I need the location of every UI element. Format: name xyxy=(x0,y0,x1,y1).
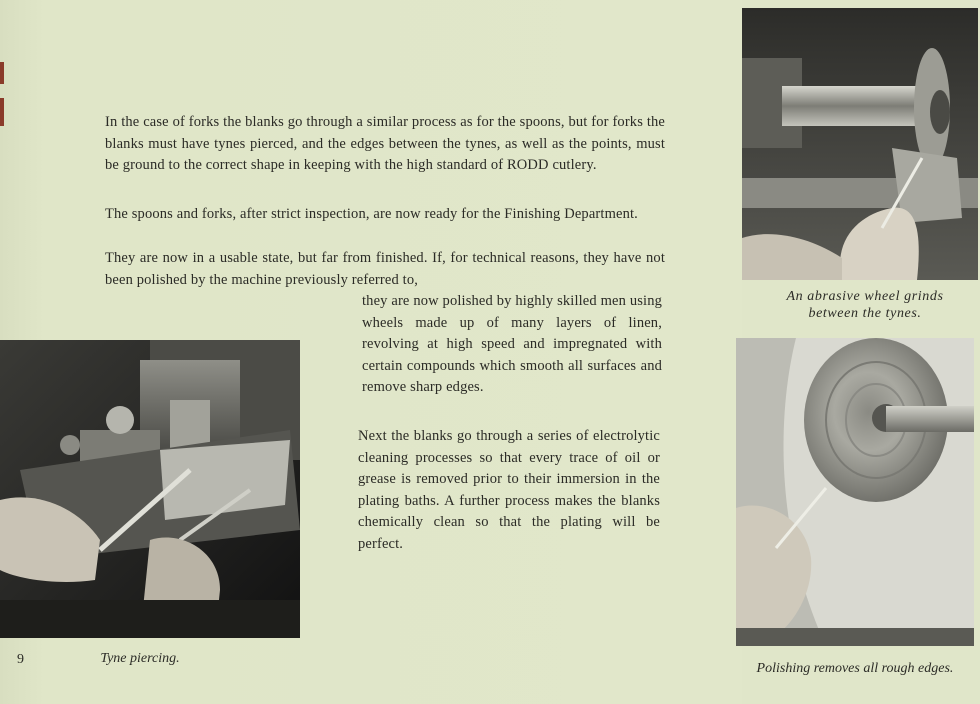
tyne-piercing-photo xyxy=(0,340,300,638)
paragraph-electrolytic: Next the blanks go through a series of electrolytic cleaning processes so that every trace of oil or grease is removed prior to their immersion in the plating baths. A further process makes the blanks chemically clean so that the plating will be perfect. xyxy=(358,428,660,552)
abrasive-wheel-photo xyxy=(742,8,978,280)
polishing-photo xyxy=(736,338,974,646)
caption-tyne-piercing: Tyne piercing. xyxy=(100,651,180,666)
paragraph-forks: In the case of forks the blanks go through a similar process as for the spoons, but for forks the blanks must have tynes pierced, and the edges between the tynes, as well as the points, must be ground to the correct shape in keeping with the high standard of RODD cutlery. xyxy=(105,114,665,173)
paragraph-usable-state: They are now in a usable state, but far from finished. If, for technical reasons, they have not been polished by the machine previously referred to, xyxy=(105,250,665,288)
caption-abrasive-wheel: An abrasive wheel grinds between the tynes. xyxy=(786,289,944,321)
binding-thread xyxy=(0,98,4,126)
binding-thread xyxy=(0,62,4,84)
paragraph-inspection: The spoons and forks, after strict inspection, are now ready for the Finishing Department. xyxy=(105,206,638,222)
caption-polishing: Polishing removes all rough edges. xyxy=(756,661,954,676)
page-number: 9 xyxy=(17,652,24,667)
paragraph-polishing: they are now polished by highly skilled men using wheels made up of many layers of linen, revolving at high speed and impregnated with certain compounds which smooth all surfaces and remove sharp edges. xyxy=(362,293,662,395)
